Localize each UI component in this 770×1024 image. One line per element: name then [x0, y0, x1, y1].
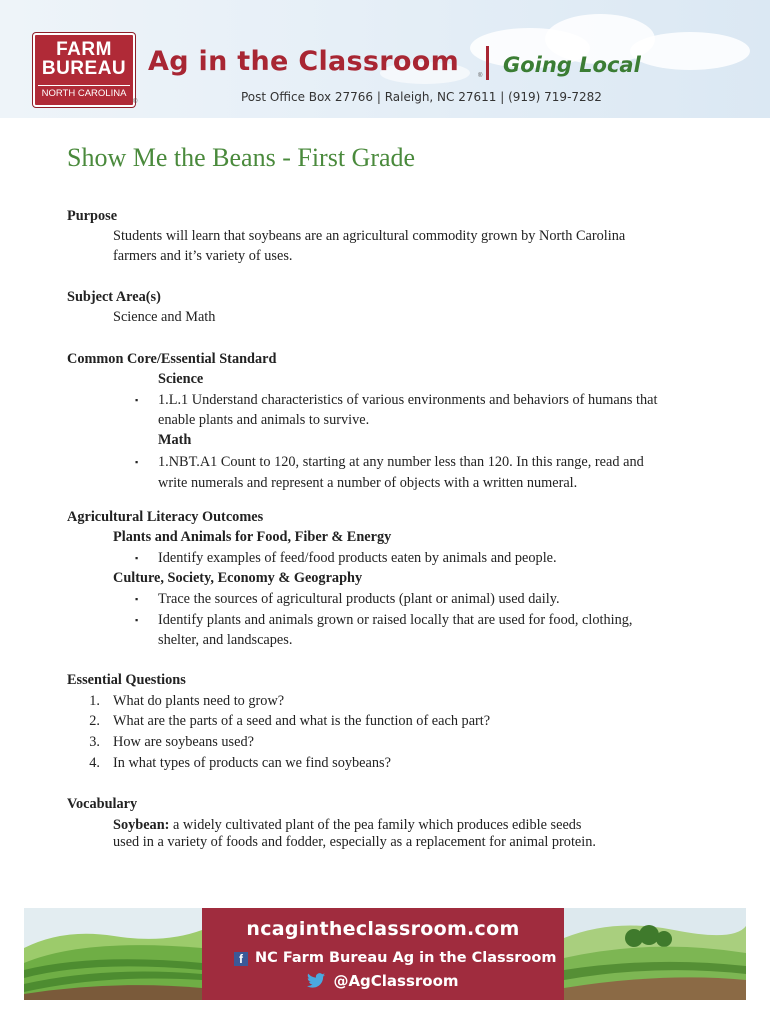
- question-number: 1.: [89, 693, 100, 709]
- question-number: 2.: [89, 713, 100, 729]
- twitter-icon: [307, 973, 325, 988]
- math-standard-line: write numerals and represent a number of objects with a written numeral.: [158, 475, 578, 491]
- subject-text: Science and Math: [113, 309, 216, 325]
- farm-bureau-logo: FARM BUREAU NORTH CAROLINA: [33, 33, 135, 107]
- question-text: What do plants need to grow?: [113, 693, 285, 709]
- question-text: How are soybeans used?: [113, 734, 254, 750]
- question-number: 4.: [89, 755, 100, 771]
- program-title: Ag in the Classroom: [148, 46, 460, 77]
- question-number: 3.: [89, 734, 100, 750]
- vocabulary-definition-line: used in a variety of foods and fodder, especially as a replacement for animal protein.: [113, 834, 596, 850]
- letterhead: [0, 0, 770, 118]
- science-standard-line: enable plants and animals to survive.: [158, 412, 370, 428]
- lesson-title: Show Me the Beans - First Grade: [67, 143, 416, 172]
- title-divider: [486, 46, 489, 80]
- vocabulary-term: Soybean:: [113, 817, 170, 833]
- outcomes-heading: Agricultural Literacy Outcomes: [67, 509, 264, 525]
- math-standard-line: 1.NBT.A1 Count to 120, starting at any number less than 120. In this range, read and: [158, 454, 644, 470]
- question-text: In what types of products can we find soybeans?: [113, 755, 391, 771]
- science-standard-line: 1.L.1 Understand characteristics of various environments and behaviors of humans that: [158, 392, 658, 408]
- outcome-item-line: shelter, and landscapes.: [158, 632, 293, 648]
- bullet-icon: ▪: [135, 553, 139, 563]
- question-text: What are the parts of a seed and what is the function of each part?: [113, 713, 491, 729]
- contact-address: Post Office Box 27766 | Raleigh, NC 27611 | (919) 719-7282: [241, 90, 602, 104]
- bullet-icon: ▪: [135, 457, 139, 467]
- science-heading: Science: [158, 371, 204, 387]
- facebook-icon: f: [234, 952, 248, 966]
- purpose-text-line: Students will learn that soybeans are an agricultural commodity grown by North Carolina: [113, 228, 626, 244]
- title-registered-mark: ®: [478, 73, 483, 79]
- subject-heading: Subject Area(s): [67, 289, 161, 305]
- outcome-item: Trace the sources of agricultural products (plant or animal) used daily.: [158, 591, 560, 607]
- outcome-item: Identify examples of feed/food products eaten by animals and people.: [158, 550, 557, 566]
- purpose-heading: Purpose: [67, 208, 118, 224]
- bullet-icon: ▪: [135, 594, 139, 604]
- website-link[interactable]: ncagintheclassroom.com: [246, 918, 520, 940]
- vocabulary-heading: Vocabulary: [67, 796, 138, 812]
- purpose-text-line: farmers and it’s variety of uses.: [113, 248, 293, 264]
- bullet-icon: ▪: [135, 395, 139, 405]
- outcome-item-line: Identify plants and animals grown or raised locally that are used for food, clothing,: [158, 612, 633, 628]
- logo-registered-mark: ®: [133, 99, 138, 105]
- outcome-category: Plants and Animals for Food, Fiber & Energy: [113, 529, 392, 545]
- program-tagline: Going Local: [503, 53, 641, 77]
- questions-heading: Essential Questions: [67, 672, 186, 688]
- bullet-icon: ▪: [135, 615, 139, 625]
- farm-landscape-right: [564, 908, 746, 1000]
- vocabulary-definition-line: Soybean: a widely cultivated plant of the pea family which produces edible seeds: [113, 817, 582, 833]
- farm-landscape-left: [24, 908, 202, 1000]
- math-heading: Math: [158, 432, 192, 448]
- outcome-category: Culture, Society, Economy & Geography: [113, 570, 363, 586]
- footer-contact-panel: [202, 908, 564, 1000]
- footer-banner: [24, 908, 746, 1000]
- standards-heading: Common Core/Essential Standard: [67, 351, 277, 367]
- twitter-link[interactable]: @AgClassroom: [202, 972, 564, 990]
- facebook-link[interactable]: f NC Farm Bureau Ag in the Classroom: [234, 950, 556, 966]
